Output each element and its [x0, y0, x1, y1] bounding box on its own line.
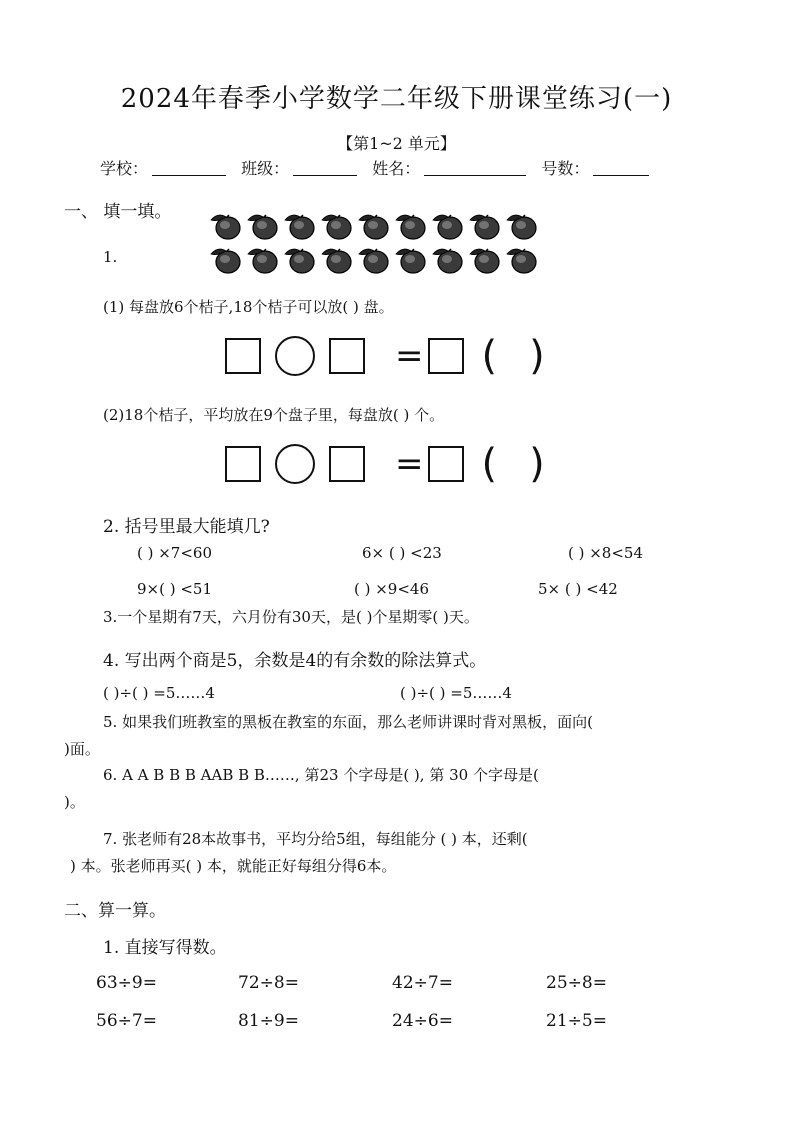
equation-template-2 — [225, 441, 545, 487]
q1-label: 1. — [103, 248, 118, 266]
answer-square[interactable] — [329, 338, 365, 374]
tangerine-icon — [504, 246, 539, 274]
fruit-row-top — [208, 212, 539, 240]
calc-item: 56÷7= — [96, 1011, 157, 1031]
answer-square[interactable] — [428, 338, 464, 374]
operator-circle[interactable] — [275, 336, 315, 376]
tangerine-icon — [282, 246, 317, 274]
section1-heading: 一、 填一填。 — [64, 202, 172, 222]
calc-item: 63÷9= — [96, 973, 157, 993]
tangerine-icon — [504, 212, 539, 240]
calc-item: 72÷8= — [238, 973, 299, 993]
q4-a: ( )÷( ) =5……4 — [103, 684, 215, 702]
left-paren: ( — [481, 333, 498, 379]
q6-line2: )。 — [64, 793, 85, 811]
q2-item: 6× ( ) <23 — [362, 544, 442, 562]
name-blank[interactable] — [424, 159, 526, 176]
q2-item: ( ) ×9<46 — [354, 580, 430, 598]
number-blank[interactable] — [593, 159, 649, 176]
q1-part1: (1) 每盘放6个桔子,18个桔子可以放( ) 盘。 — [103, 298, 394, 316]
tangerine-icon — [245, 212, 280, 240]
answer-square[interactable] — [225, 446, 261, 482]
tangerine-icon — [467, 212, 502, 240]
q5-line2: )面。 — [64, 740, 100, 758]
calc-item: 81÷9= — [238, 1011, 299, 1031]
unit-subtitle: 【第1~2 单元】 — [337, 134, 456, 153]
tangerine-icon — [356, 212, 391, 240]
class-blank[interactable] — [293, 159, 357, 176]
q2-title: 2. 括号里最大能填几? — [103, 517, 270, 537]
number-label: 号数： — [541, 159, 590, 178]
tangerine-icon — [467, 246, 502, 274]
tangerine-icon — [208, 246, 243, 274]
left-paren: ( — [481, 441, 498, 487]
q2-item: 5× ( ) <42 — [538, 580, 618, 598]
q4-b: ( )÷( ) =5……4 — [400, 684, 512, 702]
calc-item: 24÷6= — [392, 1011, 453, 1031]
calc-item: 42÷7= — [392, 973, 453, 993]
right-paren: ) — [529, 441, 545, 487]
q2-item: ( ) ×7<60 — [137, 544, 213, 562]
tangerine-icon — [208, 212, 243, 240]
q2-item: ( ) ×8<54 — [568, 544, 644, 562]
page-title: 2024年春季小学数学二年级下册课堂练习(一) — [120, 84, 673, 114]
tangerine-icon — [430, 246, 465, 274]
calc-item: 21÷5= — [546, 1011, 607, 1031]
student-info-line — [100, 156, 659, 179]
tangerine-icon — [319, 212, 354, 240]
q3-text: 3.一个星期有7天，六月份有30天，是( )个星期零( )天。 — [103, 608, 479, 626]
operator-circle[interactable] — [275, 444, 315, 484]
tangerine-icon — [430, 212, 465, 240]
s2-q1-title: 1. 直接写得数。 — [103, 938, 227, 958]
school-blank[interactable] — [152, 159, 226, 176]
q5-line1: 5. 如果我们班教室的黑板在教室的东面，那么老师讲课时背对黑板，面向( — [103, 713, 593, 731]
q1-part2: (2)18个桔子，平均放在9个盘子里，每盘放( ) 个。 — [103, 406, 445, 424]
calc-item: 25÷8= — [546, 973, 607, 993]
q4-title: 4. 写出两个商是5，余数是4的有余数的除法算式。 — [103, 651, 487, 671]
answer-square[interactable] — [225, 338, 261, 374]
class-label: 班级： — [241, 159, 290, 178]
q6-line1: 6. A A B B B AAB B B……, 第23 个字母是( ), 第 30 个字母是( — [103, 766, 539, 784]
section2-heading: 二、算一算。 — [64, 901, 166, 921]
tangerine-icon — [282, 212, 317, 240]
equals-sign: = — [395, 444, 424, 484]
answer-square[interactable] — [329, 446, 365, 482]
tangerine-icon — [319, 246, 354, 274]
answer-square[interactable] — [428, 446, 464, 482]
tangerine-icon — [393, 212, 428, 240]
equation-template-1 — [225, 333, 545, 379]
q7-line2: ) 本。张老师再买( ) 本，就能正好每组分得6本。 — [70, 857, 397, 875]
tangerine-icon — [393, 246, 428, 274]
equals-sign: = — [395, 336, 424, 376]
right-paren: ) — [529, 333, 545, 379]
q7-line1: 7. 张老师有28本故事书，平均分给5组，每组能分 ( ) 本，还剩( — [103, 830, 528, 848]
tangerine-icon — [356, 246, 391, 274]
fruit-row-bottom — [208, 246, 539, 274]
name-label: 姓名： — [372, 159, 421, 178]
school-label: 学校： — [100, 159, 149, 178]
q2-item: 9×( ) <51 — [137, 580, 213, 598]
tangerine-icon — [245, 246, 280, 274]
